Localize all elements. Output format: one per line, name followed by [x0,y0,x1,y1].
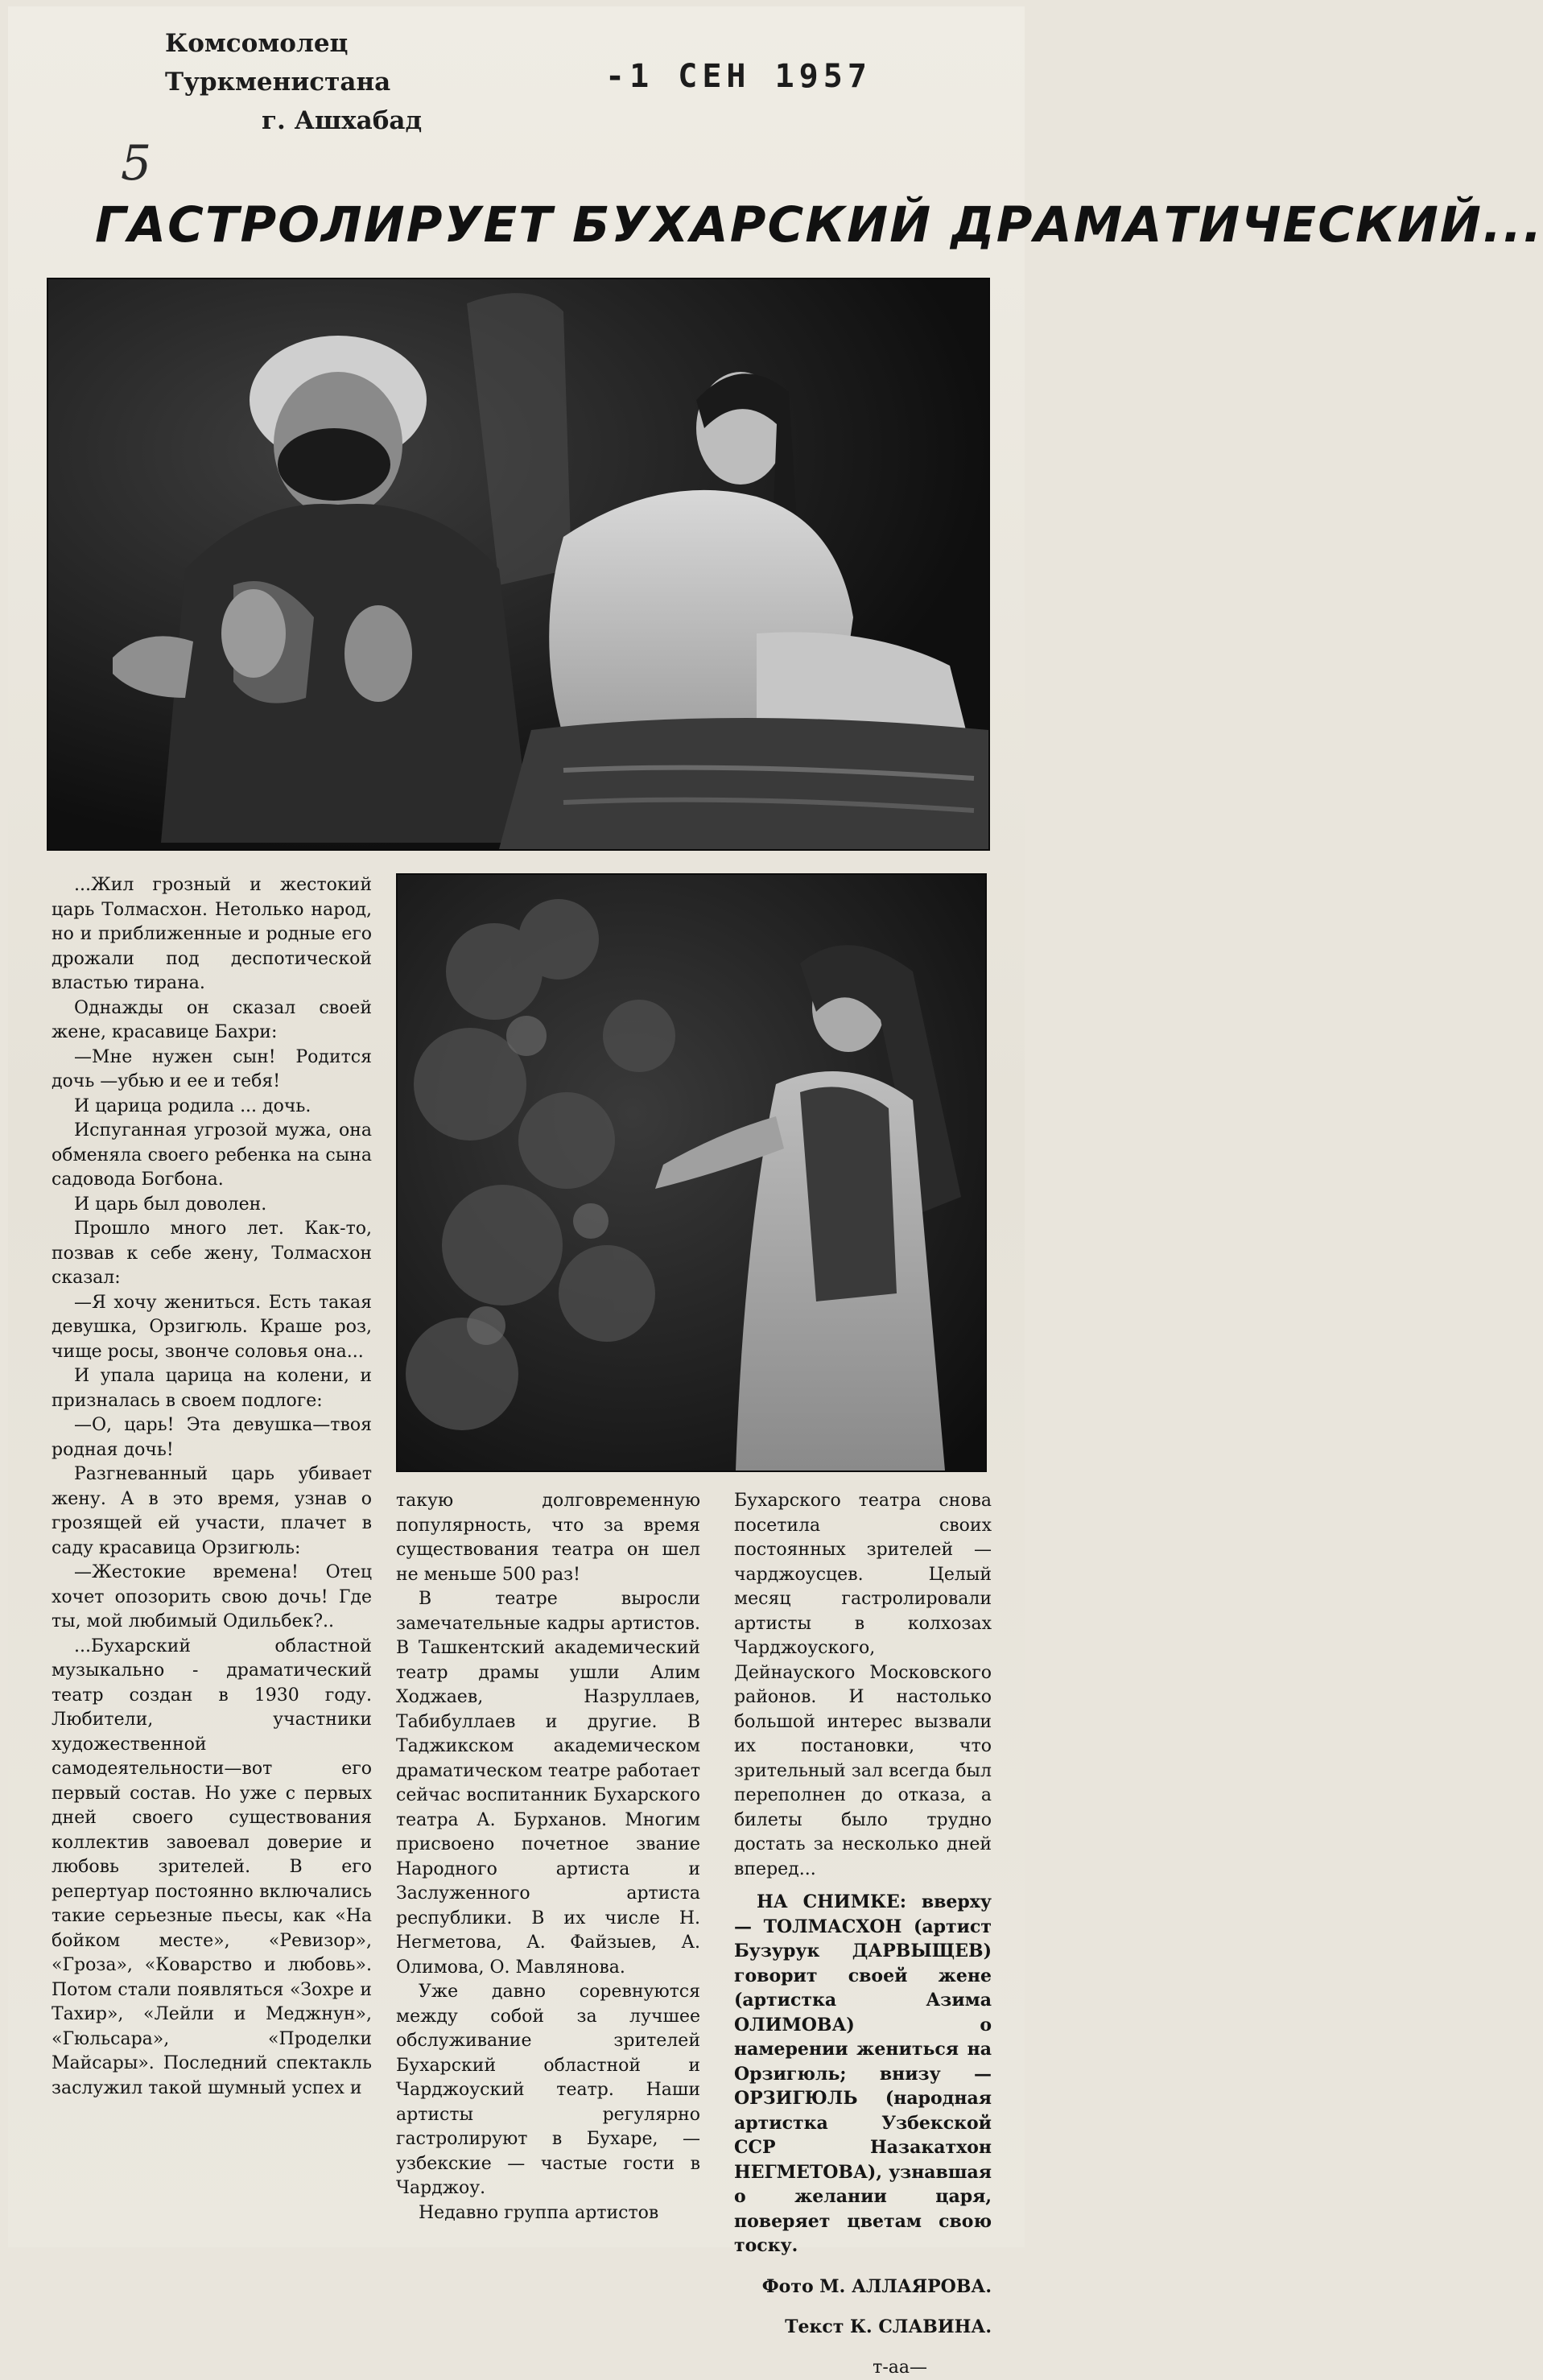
article-paragraph: Разгневанный царь убивает жену. А в это время, узнав о грозящей ей участи, плачет в саду красавица Орзигюль: [52,1462,372,1561]
newspaper-stamp [165,24,519,140]
article-column-1 [52,873,372,2101]
article-paragraph: ...Жил грозный и жестокий царь Толмасхон. Нетолько народ, но и приближенные и родные его дрожали под деспотической властью тирана. [52,873,372,996]
article-column-2 [396,1489,700,2225]
photo-caption: НА СНИМКЕ: вверху — ТОЛМАСХОН (артист Бузурук ДАРВЫЩЕВ) говорит своей жене (артистка Азима ОЛИМОВА) о намерении жениться на Орзигюль; внизу —ОРЗИГЮЛЬ (народная артистка Узбекской ССР Назакатхон НЕГМЕТОВА), узнавшая о желании царя, поверяет цветам свою тоску. [734,1890,992,2258]
article-paragraph: И царь был доволен. [52,1193,372,1218]
photo-top-drawing [48,279,988,849]
article-paragraph: Испуганная угрозой мужа, она обменяла своего ребенка на сына садовода Богбона. [52,1119,372,1193]
article-paragraph: Уже давно соревнуются между собой за лучшее обслуживание зрителей Бухарский областной и Чарджоуский театр. Наши артисты регулярно гастролируют в Бухаре, — узбекские — частые гости в Чарджоу. [396,1980,700,2201]
photo-tolmaskhon-and-wife [47,278,990,851]
article-paragraph: —Я хочу жениться. Есть такая девушка, Орзигюль. Краше роз, чище росы, звонче соловья она... [52,1291,372,1365]
article-paragraph: —Мне нужен сын! Родится дочь —убью и ее и тебя! [52,1046,372,1095]
photo-orzigul-garden [396,873,987,1472]
article-column-3 [734,1489,992,2380]
signature: т-аа— [734,2356,992,2380]
article-paragraph: Однажды он сказал своей жене, красавице Бахри: [52,996,372,1046]
article-paragraph: ...Бухарский областной музыкально - драматический театр создан в 1930 году. Любители, участники художественной самодеятельности—вот его первый состав. Но уже с первых дней своего существования коллектив завоевал доверие и любовь зрителей. В его репертуар постоянно включались такие серьезные пьесы, как «На бойком месте», «Ревизор», «Гроза», «Коварство и любовь». Потом стали появляться «Зохре и Тахир», «Лейли и Меджнун», «Гюльсара», «Проделки Майсары». Последний спектакль заслужил такой шумный успех и [52,1635,372,2102]
headline: ГАСТРОЛИРУЕТ БУХАРСКИЙ ДРАМАТИЧЕСКИЙ... [95,193,964,258]
text-credit: Текст К. СЛАВИНА. [734,2315,992,2340]
article-paragraph: Прошло много лет. Как-то, позвав к себе жену, Толмасхон сказал: [52,1217,372,1291]
article-paragraph: Недавно группа артистов [396,2201,700,2226]
article-paragraph: Бухарского театра снова посетила своих постоянных зрителей — чарджоусцев. Целый месяц гастролировали артисты в колхозах Чарджоуского, Дейнауского Московского районов. И настолько большой интерес вызвали их постановки, что зрительный зал всегда был переполнен до отказа, а билеты было трудно достать за несколько дней вперед... [734,1489,992,1882]
newspaper-city: г. Ашхабад [165,101,519,140]
date-stamp: -1 СЕН 1957 [605,58,872,95]
handwritten-number: 5 [121,135,151,192]
photo-bottom-drawing [398,875,985,1470]
article-paragraph: И упала царица на колени, и призналась в своем подлоге: [52,1364,372,1413]
article-paragraph: —О, царь! Эта девушка—твоя родная дочь! [52,1413,372,1462]
newspaper-name: Комсомолец Туркменистана [165,24,519,101]
article-paragraph: И царица родила ... дочь. [52,1095,372,1120]
photo-credit: Фото М. АЛЛАЯРОВА. [734,2275,992,2300]
article-paragraph: такую долговременную популярность, что за время существования театра он шел не меньше 500 раз! [396,1489,700,1587]
article-paragraph: —Жестокие времена! Отец хочет опозорить свою дочь! Где ты, мой любимый Одильбек?.. [52,1561,372,1635]
article-paragraph: В театре выросли замечательные кадры артистов. В Ташкентский академический театр драмы ушли Алим Ходжаев, Назруллаев, Табибуллаев и другие. В Таджикском академическом драматическом театре работает сейчас воспитанник Бухарского театра А. Бурханов. Многим присвоено почетное звание Народного артиста и Заслуженного артиста республики. В их числе Н. Негметова, А. Файзыев, А. Олимова, О. Мавлянова. [396,1587,700,1980]
